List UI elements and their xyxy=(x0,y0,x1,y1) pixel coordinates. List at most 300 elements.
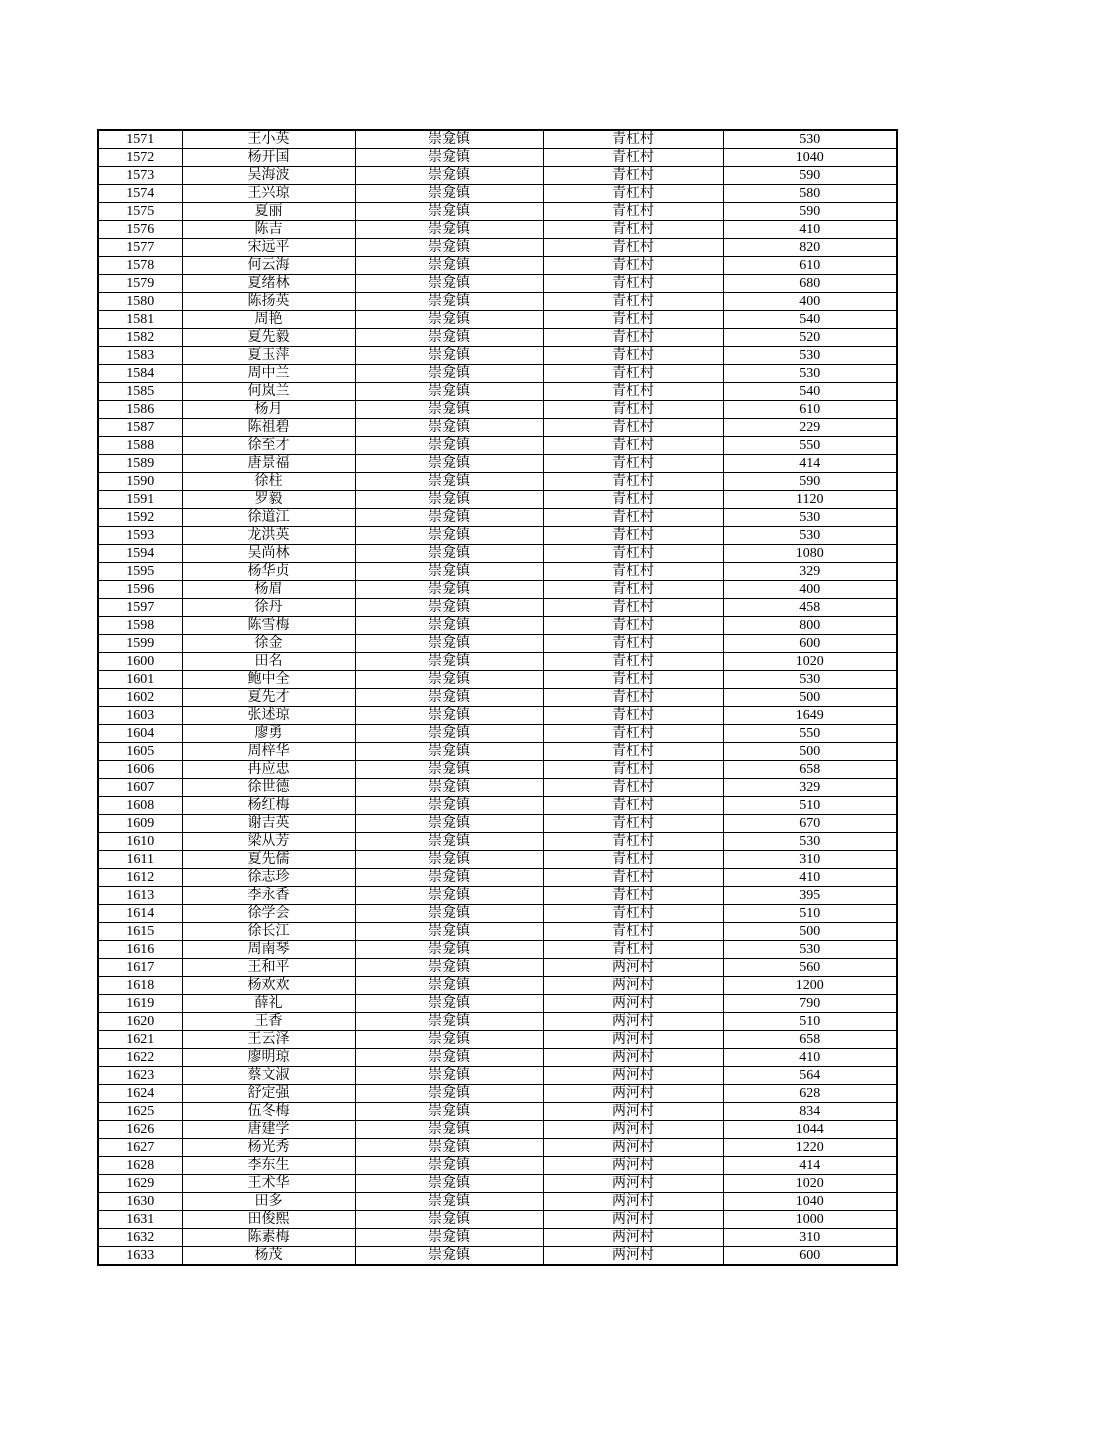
table-row xyxy=(98,437,897,455)
table-row xyxy=(98,401,897,419)
table-row xyxy=(98,311,897,329)
row-number-cell: 1629 xyxy=(98,1175,182,1193)
table-row xyxy=(98,761,897,779)
village-cell: 两河村 xyxy=(543,1139,723,1157)
town-cell: 崇龛镇 xyxy=(355,689,543,707)
name-cell: 王香 xyxy=(182,1013,355,1031)
row-number-cell: 1633 xyxy=(98,1247,182,1266)
village-cell: 青杠村 xyxy=(543,779,723,797)
village-cell: 青杠村 xyxy=(543,563,723,581)
row-number-cell: 1627 xyxy=(98,1139,182,1157)
town-cell: 崇龛镇 xyxy=(355,995,543,1013)
village-cell: 青杠村 xyxy=(543,833,723,851)
town-cell: 崇龛镇 xyxy=(355,401,543,419)
row-number-cell: 1596 xyxy=(98,581,182,599)
row-number-cell: 1626 xyxy=(98,1121,182,1139)
name-cell: 王术华 xyxy=(182,1175,355,1193)
row-number-cell: 1605 xyxy=(98,743,182,761)
table-row xyxy=(98,365,897,383)
table-row xyxy=(98,617,897,635)
village-cell: 青杠村 xyxy=(543,329,723,347)
amount-cell: 610 xyxy=(723,401,897,419)
town-cell: 崇龛镇 xyxy=(355,599,543,617)
table-body xyxy=(98,130,897,1265)
name-cell: 蔡文淑 xyxy=(182,1067,355,1085)
town-cell: 崇龛镇 xyxy=(355,851,543,869)
name-cell: 杨华贞 xyxy=(182,563,355,581)
name-cell: 徐道江 xyxy=(182,509,355,527)
amount-cell: 658 xyxy=(723,1031,897,1049)
town-cell: 崇龛镇 xyxy=(355,959,543,977)
amount-cell: 1040 xyxy=(723,149,897,167)
table-row xyxy=(98,671,897,689)
name-cell: 伍冬梅 xyxy=(182,1103,355,1121)
table-row xyxy=(98,563,897,581)
town-cell: 崇龛镇 xyxy=(355,1067,543,1085)
row-number-cell: 1617 xyxy=(98,959,182,977)
table-row xyxy=(98,275,897,293)
table-row xyxy=(98,527,897,545)
amount-cell: 500 xyxy=(723,743,897,761)
village-cell: 青杠村 xyxy=(543,419,723,437)
village-cell: 两河村 xyxy=(543,1175,723,1193)
table-row xyxy=(98,203,897,221)
village-cell: 青杠村 xyxy=(543,689,723,707)
data-table xyxy=(97,129,898,1266)
town-cell: 崇龛镇 xyxy=(355,383,543,401)
town-cell: 崇龛镇 xyxy=(355,293,543,311)
row-number-cell: 1630 xyxy=(98,1193,182,1211)
town-cell: 崇龛镇 xyxy=(355,833,543,851)
town-cell: 崇龛镇 xyxy=(355,185,543,203)
row-number-cell: 1628 xyxy=(98,1157,182,1175)
village-cell: 青杠村 xyxy=(543,923,723,941)
row-number-cell: 1590 xyxy=(98,473,182,491)
amount-cell: 400 xyxy=(723,293,897,311)
town-cell: 崇龛镇 xyxy=(355,311,543,329)
amount-cell: 310 xyxy=(723,1229,897,1247)
table-row xyxy=(98,1067,897,1085)
row-number-cell: 1597 xyxy=(98,599,182,617)
amount-cell: 530 xyxy=(723,941,897,959)
row-number-cell: 1612 xyxy=(98,869,182,887)
village-cell: 青杠村 xyxy=(543,635,723,653)
table-row xyxy=(98,1157,897,1175)
town-cell: 崇龛镇 xyxy=(355,1229,543,1247)
amount-cell: 550 xyxy=(723,437,897,455)
village-cell: 两河村 xyxy=(543,1193,723,1211)
village-cell: 青杠村 xyxy=(543,311,723,329)
row-number-cell: 1600 xyxy=(98,653,182,671)
town-cell: 崇龛镇 xyxy=(355,130,543,149)
village-cell: 青杠村 xyxy=(543,455,723,473)
row-number-cell: 1621 xyxy=(98,1031,182,1049)
row-number-cell: 1572 xyxy=(98,149,182,167)
table-row xyxy=(98,1049,897,1067)
name-cell: 冉应忠 xyxy=(182,761,355,779)
village-cell: 青杠村 xyxy=(543,707,723,725)
table-row xyxy=(98,725,897,743)
table-row xyxy=(98,635,897,653)
row-number-cell: 1575 xyxy=(98,203,182,221)
table-row xyxy=(98,1175,897,1193)
name-cell: 周中兰 xyxy=(182,365,355,383)
name-cell: 徐柱 xyxy=(182,473,355,491)
table-row xyxy=(98,923,897,941)
town-cell: 崇龛镇 xyxy=(355,1157,543,1175)
amount-cell: 590 xyxy=(723,203,897,221)
table-row xyxy=(98,941,897,959)
row-number-cell: 1613 xyxy=(98,887,182,905)
village-cell: 青杠村 xyxy=(543,221,723,239)
table-row xyxy=(98,779,897,797)
amount-cell: 1000 xyxy=(723,1211,897,1229)
amount-cell: 834 xyxy=(723,1103,897,1121)
village-cell: 青杠村 xyxy=(543,203,723,221)
name-cell: 廖明琼 xyxy=(182,1049,355,1067)
row-number-cell: 1606 xyxy=(98,761,182,779)
row-number-cell: 1623 xyxy=(98,1067,182,1085)
name-cell: 徐志珍 xyxy=(182,869,355,887)
row-number-cell: 1582 xyxy=(98,329,182,347)
village-cell: 青杠村 xyxy=(543,365,723,383)
village-cell: 青杠村 xyxy=(543,905,723,923)
row-number-cell: 1583 xyxy=(98,347,182,365)
row-number-cell: 1579 xyxy=(98,275,182,293)
table-row xyxy=(98,491,897,509)
table-row xyxy=(98,149,897,167)
row-number-cell: 1571 xyxy=(98,130,182,149)
amount-cell: 500 xyxy=(723,923,897,941)
town-cell: 崇龛镇 xyxy=(355,887,543,905)
table-row xyxy=(98,1229,897,1247)
table-row xyxy=(98,905,897,923)
table-row xyxy=(98,707,897,725)
village-cell: 青杠村 xyxy=(543,887,723,905)
village-cell: 两河村 xyxy=(543,959,723,977)
town-cell: 崇龛镇 xyxy=(355,419,543,437)
table-row xyxy=(98,1247,897,1266)
village-cell: 青杠村 xyxy=(543,185,723,203)
table-row xyxy=(98,797,897,815)
amount-cell: 410 xyxy=(723,221,897,239)
village-cell: 青杠村 xyxy=(543,653,723,671)
amount-cell: 1040 xyxy=(723,1193,897,1211)
village-cell: 青杠村 xyxy=(543,581,723,599)
row-number-cell: 1610 xyxy=(98,833,182,851)
name-cell: 王云泽 xyxy=(182,1031,355,1049)
row-number-cell: 1601 xyxy=(98,671,182,689)
name-cell: 王小英 xyxy=(182,130,355,149)
village-cell: 两河村 xyxy=(543,1031,723,1049)
name-cell: 杨开国 xyxy=(182,149,355,167)
town-cell: 崇龛镇 xyxy=(355,1211,543,1229)
amount-cell: 790 xyxy=(723,995,897,1013)
amount-cell: 600 xyxy=(723,635,897,653)
table-row xyxy=(98,329,897,347)
table-row xyxy=(98,347,897,365)
name-cell: 徐世德 xyxy=(182,779,355,797)
village-cell: 青杠村 xyxy=(543,275,723,293)
row-number-cell: 1604 xyxy=(98,725,182,743)
row-number-cell: 1593 xyxy=(98,527,182,545)
town-cell: 崇龛镇 xyxy=(355,509,543,527)
town-cell: 崇龛镇 xyxy=(355,1049,543,1067)
village-cell: 青杠村 xyxy=(543,869,723,887)
name-cell: 徐至才 xyxy=(182,437,355,455)
name-cell: 陈吉 xyxy=(182,221,355,239)
amount-cell: 564 xyxy=(723,1067,897,1085)
village-cell: 两河村 xyxy=(543,1085,723,1103)
table-row xyxy=(98,221,897,239)
village-cell: 青杠村 xyxy=(543,545,723,563)
table-row xyxy=(98,1085,897,1103)
town-cell: 崇龛镇 xyxy=(355,437,543,455)
name-cell: 杨茂 xyxy=(182,1247,355,1266)
town-cell: 崇龛镇 xyxy=(355,1085,543,1103)
table-row xyxy=(98,257,897,275)
table-row xyxy=(98,455,897,473)
table-row xyxy=(98,653,897,671)
town-cell: 崇龛镇 xyxy=(355,869,543,887)
table-row xyxy=(98,887,897,905)
town-cell: 崇龛镇 xyxy=(355,635,543,653)
name-cell: 周南琴 xyxy=(182,941,355,959)
name-cell: 周艳 xyxy=(182,311,355,329)
name-cell: 杨红梅 xyxy=(182,797,355,815)
name-cell: 鲍中全 xyxy=(182,671,355,689)
town-cell: 崇龛镇 xyxy=(355,257,543,275)
row-number-cell: 1632 xyxy=(98,1229,182,1247)
row-number-cell: 1594 xyxy=(98,545,182,563)
name-cell: 杨欢欢 xyxy=(182,977,355,995)
table-row xyxy=(98,185,897,203)
town-cell: 崇龛镇 xyxy=(355,365,543,383)
amount-cell: 540 xyxy=(723,383,897,401)
name-cell: 田俊熙 xyxy=(182,1211,355,1229)
village-cell: 青杠村 xyxy=(543,599,723,617)
table-row xyxy=(98,167,897,185)
name-cell: 周梓华 xyxy=(182,743,355,761)
name-cell: 王兴琼 xyxy=(182,185,355,203)
row-number-cell: 1584 xyxy=(98,365,182,383)
town-cell: 崇龛镇 xyxy=(355,545,543,563)
village-cell: 青杠村 xyxy=(543,527,723,545)
row-number-cell: 1586 xyxy=(98,401,182,419)
village-cell: 青杠村 xyxy=(543,509,723,527)
town-cell: 崇龛镇 xyxy=(355,491,543,509)
village-cell: 两河村 xyxy=(543,995,723,1013)
name-cell: 薛礼 xyxy=(182,995,355,1013)
row-number-cell: 1618 xyxy=(98,977,182,995)
amount-cell: 510 xyxy=(723,797,897,815)
name-cell: 舒定强 xyxy=(182,1085,355,1103)
village-cell: 青杠村 xyxy=(543,401,723,419)
name-cell: 夏绪林 xyxy=(182,275,355,293)
town-cell: 崇龛镇 xyxy=(355,329,543,347)
town-cell: 崇龛镇 xyxy=(355,617,543,635)
town-cell: 崇龛镇 xyxy=(355,221,543,239)
village-cell: 青杠村 xyxy=(543,167,723,185)
village-cell: 青杠村 xyxy=(543,725,723,743)
village-cell: 青杠村 xyxy=(543,797,723,815)
table-row xyxy=(98,833,897,851)
name-cell: 夏玉萍 xyxy=(182,347,355,365)
amount-cell: 530 xyxy=(723,347,897,365)
table-row xyxy=(98,815,897,833)
town-cell: 崇龛镇 xyxy=(355,1193,543,1211)
row-number-cell: 1587 xyxy=(98,419,182,437)
town-cell: 崇龛镇 xyxy=(355,923,543,941)
village-cell: 青杠村 xyxy=(543,743,723,761)
table-row xyxy=(98,1103,897,1121)
name-cell: 梁从芳 xyxy=(182,833,355,851)
amount-cell: 1649 xyxy=(723,707,897,725)
town-cell: 崇龛镇 xyxy=(355,455,543,473)
amount-cell: 414 xyxy=(723,1157,897,1175)
town-cell: 崇龛镇 xyxy=(355,1175,543,1193)
amount-cell: 610 xyxy=(723,257,897,275)
name-cell: 陈扬英 xyxy=(182,293,355,311)
town-cell: 崇龛镇 xyxy=(355,347,543,365)
name-cell: 杨眉 xyxy=(182,581,355,599)
row-number-cell: 1585 xyxy=(98,383,182,401)
amount-cell: 800 xyxy=(723,617,897,635)
row-number-cell: 1591 xyxy=(98,491,182,509)
table-row xyxy=(98,1121,897,1139)
amount-cell: 530 xyxy=(723,509,897,527)
village-cell: 青杠村 xyxy=(543,383,723,401)
row-number-cell: 1578 xyxy=(98,257,182,275)
amount-cell: 510 xyxy=(723,1013,897,1031)
amount-cell: 530 xyxy=(723,365,897,383)
town-cell: 崇龛镇 xyxy=(355,239,543,257)
name-cell: 杨月 xyxy=(182,401,355,419)
row-number-cell: 1620 xyxy=(98,1013,182,1031)
village-cell: 青杠村 xyxy=(543,293,723,311)
row-number-cell: 1592 xyxy=(98,509,182,527)
amount-cell: 530 xyxy=(723,671,897,689)
table-row xyxy=(98,743,897,761)
amount-cell: 670 xyxy=(723,815,897,833)
town-cell: 崇龛镇 xyxy=(355,797,543,815)
row-number-cell: 1595 xyxy=(98,563,182,581)
row-number-cell: 1611 xyxy=(98,851,182,869)
name-cell: 徐金 xyxy=(182,635,355,653)
village-cell: 两河村 xyxy=(543,1211,723,1229)
row-number-cell: 1614 xyxy=(98,905,182,923)
amount-cell: 395 xyxy=(723,887,897,905)
village-cell: 两河村 xyxy=(543,1013,723,1031)
name-cell: 夏先才 xyxy=(182,689,355,707)
table-row xyxy=(98,689,897,707)
name-cell: 谢吉英 xyxy=(182,815,355,833)
amount-cell: 458 xyxy=(723,599,897,617)
amount-cell: 500 xyxy=(723,689,897,707)
row-number-cell: 1598 xyxy=(98,617,182,635)
row-number-cell: 1576 xyxy=(98,221,182,239)
row-number-cell: 1580 xyxy=(98,293,182,311)
row-number-cell: 1615 xyxy=(98,923,182,941)
name-cell: 罗毅 xyxy=(182,491,355,509)
name-cell: 唐建学 xyxy=(182,1121,355,1139)
amount-cell: 1120 xyxy=(723,491,897,509)
table-row xyxy=(98,995,897,1013)
table-row xyxy=(98,599,897,617)
amount-cell: 1020 xyxy=(723,1175,897,1193)
row-number-cell: 1631 xyxy=(98,1211,182,1229)
village-cell: 青杠村 xyxy=(543,257,723,275)
table-row xyxy=(98,509,897,527)
table-row xyxy=(98,959,897,977)
table-row xyxy=(98,851,897,869)
town-cell: 崇龛镇 xyxy=(355,203,543,221)
village-cell: 两河村 xyxy=(543,1229,723,1247)
amount-cell: 520 xyxy=(723,329,897,347)
name-cell: 吴尚林 xyxy=(182,545,355,563)
town-cell: 崇龛镇 xyxy=(355,761,543,779)
amount-cell: 820 xyxy=(723,239,897,257)
table-row xyxy=(98,130,897,149)
town-cell: 崇龛镇 xyxy=(355,977,543,995)
amount-cell: 580 xyxy=(723,185,897,203)
table-row xyxy=(98,239,897,257)
village-cell: 青杠村 xyxy=(543,617,723,635)
town-cell: 崇龛镇 xyxy=(355,581,543,599)
amount-cell: 1220 xyxy=(723,1139,897,1157)
table-row xyxy=(98,545,897,563)
village-cell: 两河村 xyxy=(543,1121,723,1139)
amount-cell: 410 xyxy=(723,1049,897,1067)
amount-cell: 329 xyxy=(723,779,897,797)
name-cell: 何云海 xyxy=(182,257,355,275)
name-cell: 徐丹 xyxy=(182,599,355,617)
town-cell: 崇龛镇 xyxy=(355,779,543,797)
village-cell: 青杠村 xyxy=(543,130,723,149)
row-number-cell: 1573 xyxy=(98,167,182,185)
town-cell: 崇龛镇 xyxy=(355,149,543,167)
amount-cell: 310 xyxy=(723,851,897,869)
amount-cell: 1044 xyxy=(723,1121,897,1139)
name-cell: 陈素梅 xyxy=(182,1229,355,1247)
town-cell: 崇龛镇 xyxy=(355,743,543,761)
town-cell: 崇龛镇 xyxy=(355,1247,543,1266)
row-number-cell: 1603 xyxy=(98,707,182,725)
village-cell: 青杠村 xyxy=(543,239,723,257)
town-cell: 崇龛镇 xyxy=(355,1139,543,1157)
row-number-cell: 1588 xyxy=(98,437,182,455)
village-cell: 两河村 xyxy=(543,1157,723,1175)
village-cell: 两河村 xyxy=(543,1103,723,1121)
town-cell: 崇龛镇 xyxy=(355,815,543,833)
table-row xyxy=(98,1013,897,1031)
town-cell: 崇龛镇 xyxy=(355,1013,543,1031)
village-cell: 青杠村 xyxy=(543,761,723,779)
amount-cell: 680 xyxy=(723,275,897,293)
name-cell: 夏丽 xyxy=(182,203,355,221)
name-cell: 李东生 xyxy=(182,1157,355,1175)
name-cell: 何岚兰 xyxy=(182,383,355,401)
name-cell: 唐景福 xyxy=(182,455,355,473)
town-cell: 崇龛镇 xyxy=(355,653,543,671)
town-cell: 崇龛镇 xyxy=(355,905,543,923)
name-cell: 龙洪英 xyxy=(182,527,355,545)
row-number-cell: 1602 xyxy=(98,689,182,707)
amount-cell: 510 xyxy=(723,905,897,923)
amount-cell: 414 xyxy=(723,455,897,473)
table-row xyxy=(98,1139,897,1157)
amount-cell: 329 xyxy=(723,563,897,581)
